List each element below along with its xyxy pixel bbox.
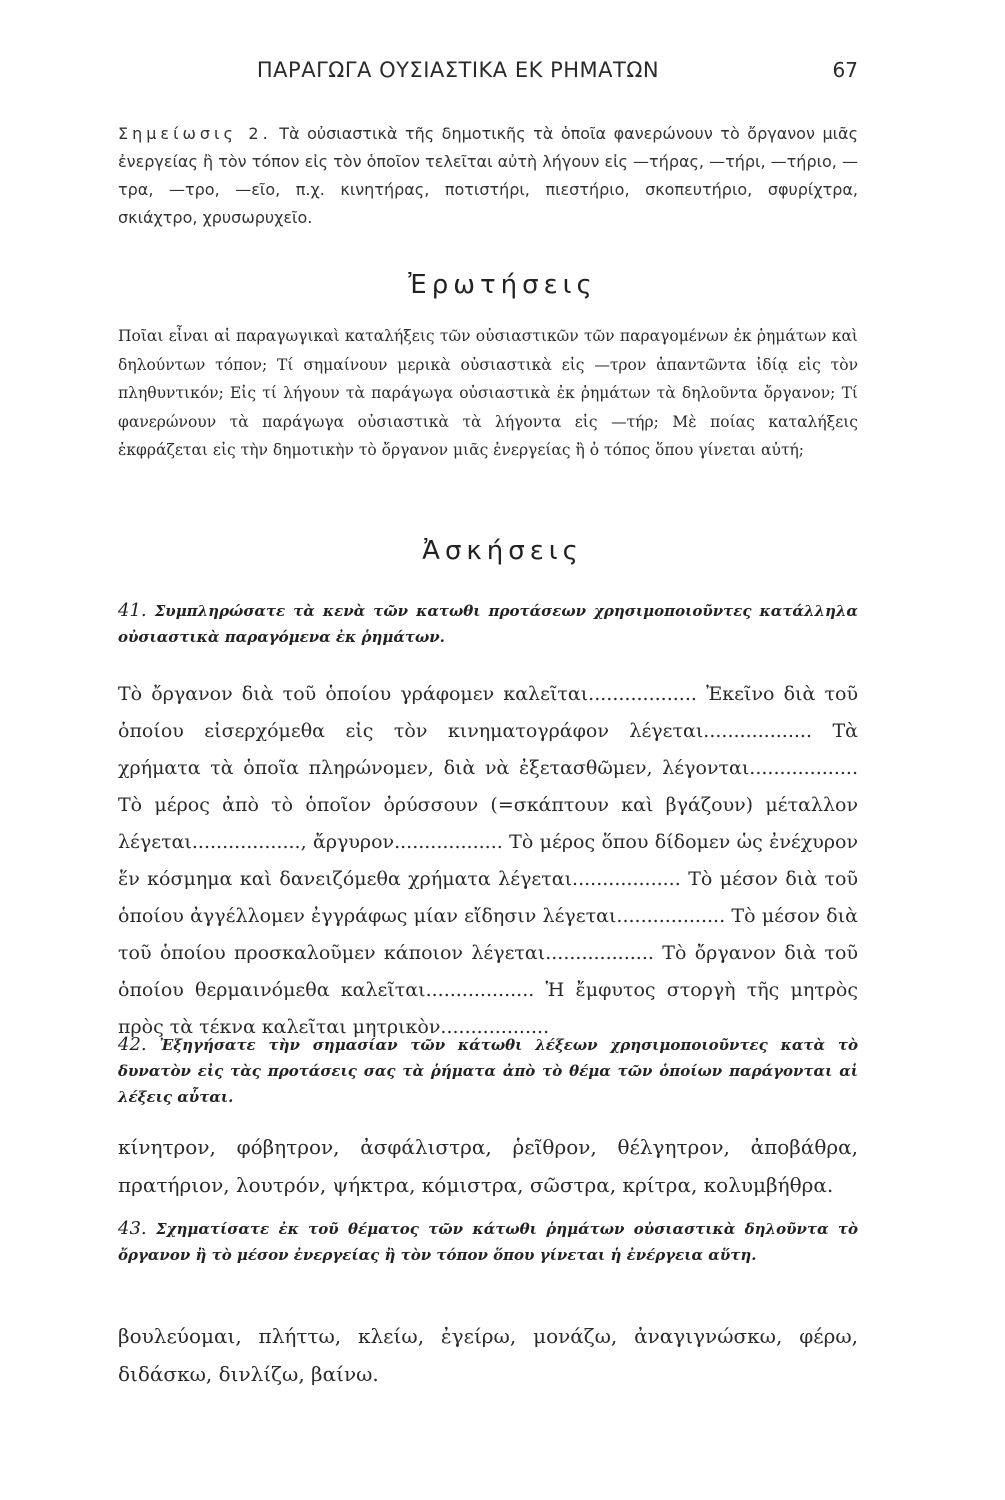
page-header [118,58,858,92]
exercise-43-number: 43. [118,1218,147,1239]
exercise-42-instruction [118,1032,858,1110]
note-label: Σημείωσις 2. [118,124,272,143]
questions-paragraph: Ποῖαι εἶναι αἱ παραγωγικαὶ καταλήξεις τῶν οὐσιαστικῶν τῶν παραγομένων ἐκ ῥημάτων καὶ δηλούντων τόπον; Τί σημαίνουν μερικὰ οὐσιαστικὰ εἰς —τρον ἀπαντῶντα ἰδίᾳ εἰς τὸν πληθυντικόν; Εἰς τί λήγουν τὰ παράγωγα οὐσιαστικὰ ἐκ ῥημάτων τὰ δηλοῦντα ὄργανον; Τί φανερώνουν τὰ παράγωγα οὐσιαστικὰ τὰ λήγοντα εἰς —τήρ; Μὲ ποίας καταλήξεις ἐκφράζεται εἰς τὴν δημοτικὴν τὸ ὄργανον μιᾶς ἐνεργείας ἢ ὁ τόπος ὅπου γίνεται αὐτή; [118,327,858,459]
questions-heading: Ἐρωτήσεις [408,270,597,300]
exercise-42-body: κίνητρον, φόβητρον, ἀσφάλιστρα, ῥεῖθρον, θέλγητρον, ἀποβάθρα, πρατήριον, λουτρόν, ψήκτρα, κόμιστρα, σῶστρα, κρίτρα, κολυμβήθρα. [118,1135,858,1197]
exercise-43-instruction [118,1216,858,1268]
exercises-heading: Ἀσκήσεις [422,536,583,566]
exercise-43-body: βουλεύομαι, πλήττω, κλείω, ἐγείρω, μονάζω, ἀναγιγνώσκω, φέρω, διδάσκω, δινλίζω, βαίνω. [118,1324,858,1386]
note-text: Τὰ οὐσιαστικὰ τῆς δημοτικῆς τὰ ὁποῖα φανερώνουν τὸ ὄργανον μιᾶς ἐνεργείας ἢ τὸν τόπον εἰς τὸν ὁποῖον τελεῖται αὐτὴ λήγουν εἰς —τήρας, —τήρι, —τήριο, —τρα, —τρο, —εῖο, π.χ. κινητήρας, ποτιστήρι, πιεστήριο, σκοπευτήριο, σφυρίχτρα, σκιάχτρο, χρυσωρυχεῖο. [118,124,858,227]
exercise-41-number: 41. [118,600,147,621]
running-title: ΠΑΡΑΓΩΓΑ ΟΥΣΙΑΣΤΙΚΑ ΕΚ ΡΗΜΑΤΩΝ [256,58,660,82]
exercise-42-number: 42. [118,1034,147,1055]
exercise-41-instruction [118,598,858,650]
exercise-42-instruction-text: Ἐξηγήσατε τὴν σημασίαν τῶν κάτωθι λέξεων χρησιμοποιοῦντες κατὰ τὸ δυνατὸν εἰς τὰς προτάσεις σας τὰ ῥήματα ἀπὸ τὸ θέμα τῶν ὁποίων παράγονται αἱ λέξεις αὗται. [118,1036,858,1106]
exercise-41-instruction-text: Συμπληρώσατε τὰ κενὰ τῶν κατωθι προτάσεων χρησιμοποιοῦντες κατάλληλα οὐσιαστικὰ παραγόμενα ἐκ ῥημάτων. [118,602,858,646]
note-paragraph [118,120,858,232]
exercise-41-body: Τὸ ὄργανον διὰ τοῦ ὁποίου γράφομεν καλεῖται.................. Ἐκεῖνο διὰ τοῦ ὁποίου εἰσερχόμεθα εἰς τὸν κινηματογράφον λέγεται.................. Τὰ χρήματα τὰ ὁποῖα πληρώνομεν, διὰ νὰ ἐξετασθῶμεν, λέγονται.................. Τὸ μέρος ἀπὸ τὸ ὁποῖον ὀρύσσουν (=σκάπτουν καὶ βγάζουν) μέταλλον λέγεται.................., ἄργυρον.................. Τὸ μέρος ὅπου δίδομεν ὡς ἐνέχυρον ἕν κόσμημα καὶ δανειζόμεθα χρήματα λέγεται.................. Τὸ μέσον διὰ τοῦ ὁποίου ἀγγέλλομεν ἐγγράφως μίαν εἴδησιν λέγεται.................. Τὸ μέσον διὰ τοῦ ὁποίου προσκαλοῦμεν κάποιον λέγεται.................. Τὸ ὄργανον διὰ τοῦ ὁποίου θερμαινόμεθα καλεῖται.................. Ἡ ἔμφυτος στοργὴ τῆς μητρὸς πρὸς τὰ τέκνα καλεῖται μητρικὸν.................. [118,683,858,1038]
page-number: 67 [832,58,858,82]
exercise-43-instruction-text: Σχηματίσατε ἐκ τοῦ θέματος τῶν κάτωθι ῥημάτων οὐσιαστικὰ δηλοῦντα τὸ ὄργανον ἢ τὸ μέσον ἐνεργείας ἢ τὸν τόπον ὅπου γίνεται ἡ ἐνέργεια αὕτη. [118,1220,858,1264]
